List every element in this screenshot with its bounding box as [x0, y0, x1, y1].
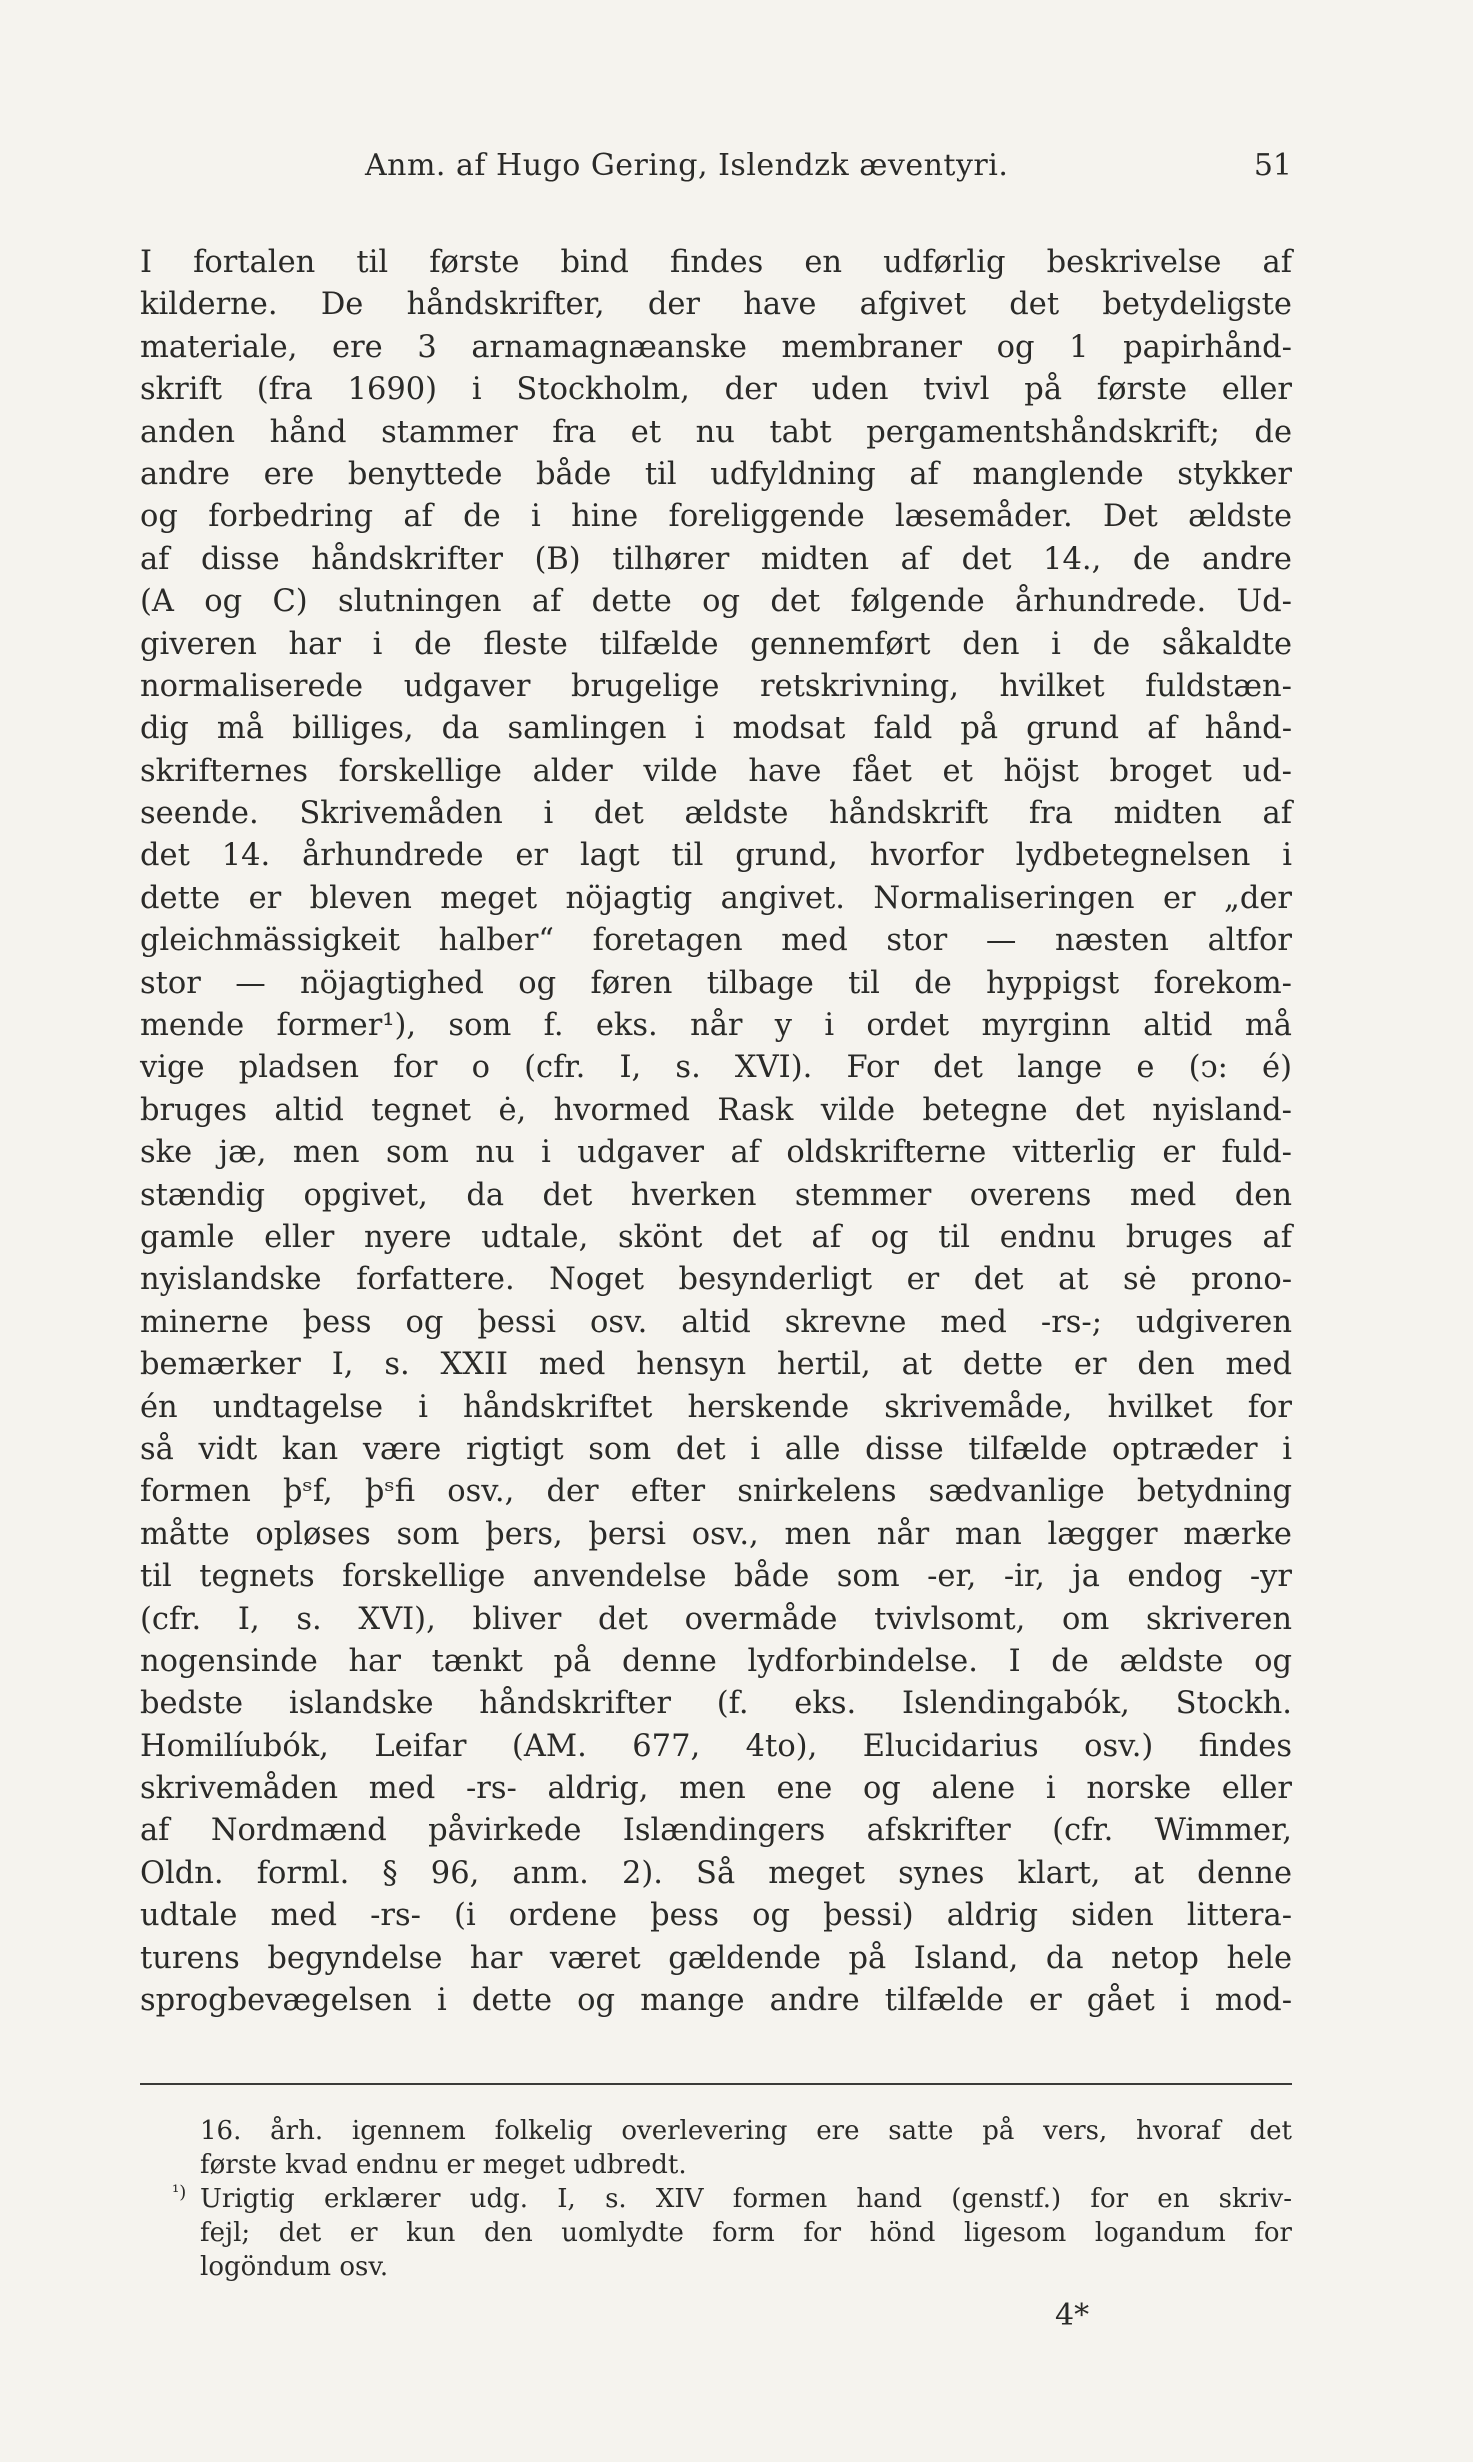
text-line: ske jæ, men som nu i udgaver af oldskrifterne vitterlig er fuld- [140, 1135, 1292, 1171]
text-line: (A og C) slutningen af dette og det følgende århundrede. Ud- [140, 584, 1292, 620]
text-line: anden hånd stammer fra et nu tabt pergamentshåndskrift; de [140, 414, 1292, 450]
text-line: turens begyndelse har været gældende på Island, da netop hele [140, 1940, 1292, 1976]
text-line: minerne þess og þessi osv. altid skrevne med -rs-; udgiveren [140, 1304, 1292, 1340]
text-line: stor — nöjagtighed og føren tilbage til de hyppigst forekom- [140, 965, 1292, 1001]
body-text [140, 242, 1292, 2022]
text-line: måtte opløses som þers, þersi osv., men når man lægger mærke [140, 1516, 1292, 1552]
text-line: Homilíubók, Leifar (AM. 677, 4to), Elucidarius osv.) findes [140, 1728, 1292, 1764]
footnote-line: Urigtig erklærer udg. I, s. XIV formen hand (genstf.) for en skriv- [200, 2184, 1292, 2214]
text-line: nyislandske forfattere. Noget besynderligt er det at sė prono- [140, 1262, 1292, 1298]
text-line: skrivemåden med -rs- aldrig, men ene og alene i norske eller [140, 1771, 1292, 1807]
text-line: Oldn. forml. § 96, anm. 2). Så meget synes klart, at denne [140, 1855, 1292, 1891]
page-number: 51 [1253, 148, 1292, 183]
signature-mark: 4* [1055, 2298, 1090, 2333]
text-line: (cfr. I, s. XVI), bliver det overmåde tvivlsomt, om skriveren [140, 1601, 1292, 1637]
text-line: materiale, ere 3 arnamagnæanske membraner og 1 papirhånd- [140, 329, 1292, 365]
text-line: én undtagelse i håndskriftet herskende skrivemåde, hvilket for [140, 1389, 1292, 1425]
footnote-marker: ¹) [172, 2182, 187, 2203]
text-line: så vidt kan være rigtigt som det i alle disse tilfælde optræder i [140, 1431, 1292, 1467]
footnotes [200, 2114, 1292, 2284]
text-line: bedste islandske håndskrifter (f. eks. Islendingabók, Stockh. [140, 1686, 1292, 1722]
text-line: af disse håndskrifter (B) tilhører midten af det 14., de andre [140, 541, 1292, 577]
text-line: sprogbevægelsen i dette og mange andre tilfælde er gået i mod- [140, 1983, 1292, 2019]
text-line: mende former¹), som f. eks. når y i ordet myrginn altid må [140, 1008, 1292, 1044]
text-line: skrift (fra 1690) i Stockholm, der uden tvivl på første eller [140, 372, 1292, 408]
text-line: gamle eller nyere udtale, skönt det af og til endnu bruges af [140, 1219, 1292, 1255]
text-line: bemærker I, s. XXII med hensyn hertil, at dette er den med [140, 1347, 1292, 1383]
text-line: af Nordmænd påvirkede Islændingers afskrifter (cfr. Wimmer, [140, 1813, 1292, 1849]
text-line: nogensinde har tænkt på denne lydforbindelse. I de ældste og [140, 1643, 1292, 1679]
text-line: dette er bleven meget nöjagtig angivet. Normaliseringen er „der [140, 880, 1292, 916]
text-line: udtale med -rs- (i ordene þess og þessi) aldrig siden littera- [140, 1898, 1292, 1934]
header-title: Anm. af Hugo Gering, Islendzk æventyri. [365, 148, 1009, 183]
text-line: formen þˢf, þˢfi osv., der efter snirkelens sædvanlige betydning [140, 1474, 1292, 1510]
running-header [140, 148, 1292, 198]
text-line: gleichmässigkeit halber“ foretagen med stor — næsten altfor [140, 923, 1292, 959]
text-line: og forbedring af de i hine foreliggende læsemåder. Det ældste [140, 499, 1292, 535]
text-line: til tegnets forskellige anvendelse både som -er, -ir, ja endog -yr [140, 1559, 1292, 1595]
text-line: normaliserede udgaver brugelige retskrivning, hvilket fuldstæn- [140, 668, 1292, 704]
footnote-continuation-line: 16. årh. igennem folkelig overlevering ere satte på vers, hvoraf det [200, 2116, 1292, 2146]
text-line: stændig opgivet, da det hverken stemmer overens med den [140, 1177, 1292, 1213]
text-line: skrifternes forskellige alder vilde have fået et höjst broget ud- [140, 753, 1292, 789]
text-line: dig må billiges, da samlingen i modsat fald på grund af hånd- [140, 711, 1292, 747]
footnote-line: logöndum osv. [200, 2252, 389, 2282]
text-line: bruges altid tegnet ė, hvormed Rask vilde betegne det nyisland- [140, 1092, 1292, 1128]
text-line: andre ere benyttede både til udfyldning af manglende stykker [140, 456, 1292, 492]
text-line: I fortalen til første bind findes en udførlig beskrivelse af [140, 245, 1292, 280]
text-line: seende. Skrivemåden i det ældste håndskrift fra midten af [140, 796, 1292, 832]
text-line: kilderne. De håndskrifter, der have afgivet det betydeligste [140, 287, 1292, 323]
footnote-continuation-line: første kvad endnu er meget udbredt. [200, 2150, 687, 2180]
text-line: det 14. århundrede er lagt til grund, hvorfor lydbetegnelsen i [140, 838, 1292, 874]
text-line: vige pladsen for o (cfr. I, s. XVI). For det lange e (ↄ: é) [140, 1050, 1292, 1086]
footnote-divider [140, 2083, 1292, 2085]
footnote-line: fejl; det er kun den uomlydte form for hönd ligesom logandum for [200, 2218, 1292, 2248]
text-line: giveren har i de fleste tilfælde gennemført den i de såkaldte [140, 626, 1292, 662]
